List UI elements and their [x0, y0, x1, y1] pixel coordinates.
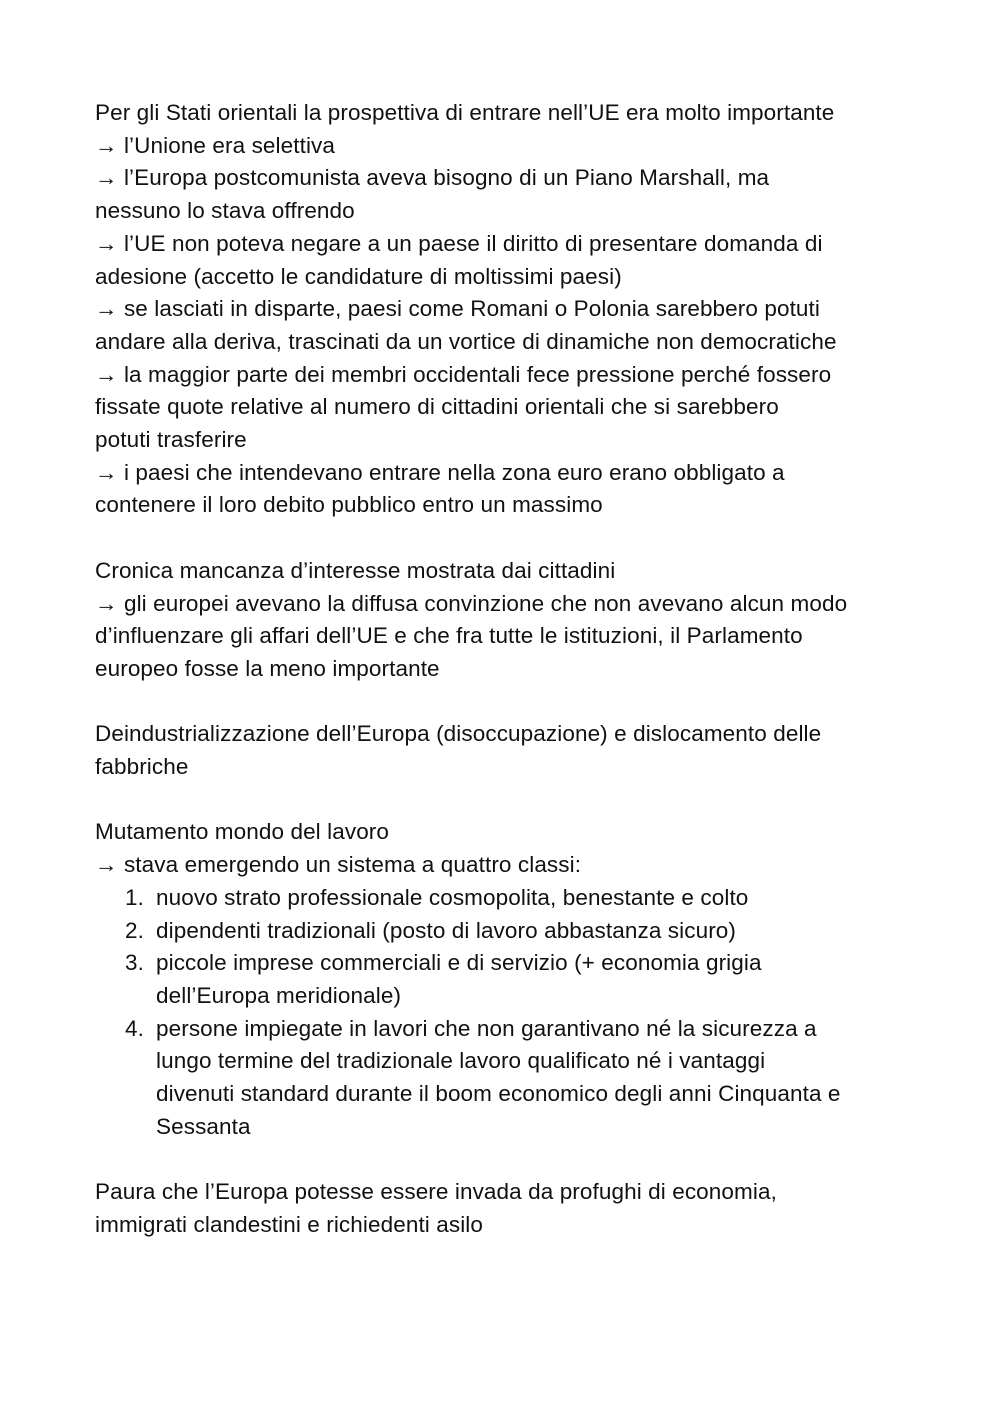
list-item-number: 1.	[125, 884, 144, 910]
paragraph-line: → l’Unione era selettiva	[95, 132, 336, 158]
list-item	[95, 1013, 915, 1144]
paragraph-line: Deindustrializzazione dell’Europa (disoccupazione) e dislocamento delle	[95, 721, 822, 747]
paragraph-spacer	[95, 784, 915, 817]
paragraph-line: → l’Europa postcomunista aveva bisogno di un Piano Marshall, ma	[95, 165, 770, 191]
list-item-number: 3.	[125, 950, 144, 976]
list-item	[95, 882, 915, 915]
paragraph-line: contenere il loro debito pubblico entro un massimo	[95, 492, 603, 518]
paragraph-line: potuti trasferire	[95, 427, 247, 453]
section-citizen-disinterest	[95, 555, 915, 686]
paragraph-spacer	[95, 522, 915, 555]
list-item	[95, 947, 915, 1012]
paragraph-line: Paura che l’Europa potesse essere invada da profughi di economia,	[95, 1179, 777, 1205]
paragraph-line: Cronica mancanza d’interesse mostrata dai cittadini	[95, 557, 616, 583]
list-item	[95, 915, 915, 948]
list-item-line: Sessanta	[156, 1113, 251, 1139]
paragraph-line: Per gli Stati orientali la prospettiva di entrare nell’UE era molto importante	[95, 100, 835, 125]
paragraph-line: adesione (accetto le candidature di moltissimi paesi)	[95, 263, 622, 289]
section-deindustrialization	[95, 718, 915, 783]
list-item-line: dell’Europa meridionale)	[156, 982, 402, 1008]
paragraph-line: → i paesi che intendevano entrare nella zona euro erano obbligato a	[95, 459, 785, 485]
paragraph-line: nessuno lo stava offrendo	[95, 198, 355, 224]
list-item-line: dipendenti tradizionali (posto di lavoro abbastanza sicuro)	[156, 917, 736, 943]
paragraph-line: → se lasciati in disparte, paesi come Romani o Polonia sarebbero potuti	[95, 296, 820, 322]
paragraph-spacer	[95, 1143, 915, 1176]
paragraph-line: → l’UE non poteva negare a un paese il diritto di presentare domanda di	[95, 230, 823, 256]
paragraph-line: fissate quote relative al numero di cittadini orientali che si sarebbero	[95, 394, 779, 420]
paragraph-line: → la maggior parte dei membri occidentali fece pressione perché fossero	[95, 361, 832, 387]
paragraph-line: immigrati clandestini e richiedenti asilo	[95, 1211, 484, 1237]
section-labour-change	[95, 816, 915, 1143]
list-item-line: divenuti standard durante il boom economico degli anni Cinquanta e	[156, 1081, 841, 1107]
paragraph-line: → stava emergendo un sistema a quattro classi:	[95, 852, 582, 878]
list-item-line: lungo termine del tradizionale lavoro qualificato né i vantaggi	[156, 1048, 766, 1074]
section-eastern-states	[95, 97, 915, 522]
paragraph-line: europeo fosse la meno importante	[95, 655, 440, 681]
document-page	[95, 97, 915, 1242]
list-item-number: 4.	[125, 1015, 144, 1041]
list-item-number: 2.	[125, 917, 144, 943]
paragraph-line: andare alla deriva, trascinati da un vortice di dinamiche non democratiche	[95, 328, 837, 354]
paragraph-line: d’influenzare gli affari dell’UE e che fra tutte le istituzioni, il Parlamento	[95, 623, 803, 649]
list-item-line: persone impiegate in lavori che non garantivano né la sicurezza a	[156, 1015, 817, 1041]
list-item-line: piccole imprese commerciali e di servizio (+ economia grigia	[156, 950, 762, 976]
paragraph-spacer	[95, 686, 915, 719]
four-classes-list	[95, 882, 915, 1144]
section-migration-fear	[95, 1176, 915, 1241]
paragraph-line: fabbriche	[95, 754, 189, 780]
paragraph-line: Mutamento mondo del lavoro	[95, 819, 390, 845]
paragraph-line: → gli europei avevano la diffusa convinzione che non avevano alcun modo	[95, 590, 848, 616]
list-item-line: nuovo strato professionale cosmopolita, benestante e colto	[156, 884, 749, 910]
